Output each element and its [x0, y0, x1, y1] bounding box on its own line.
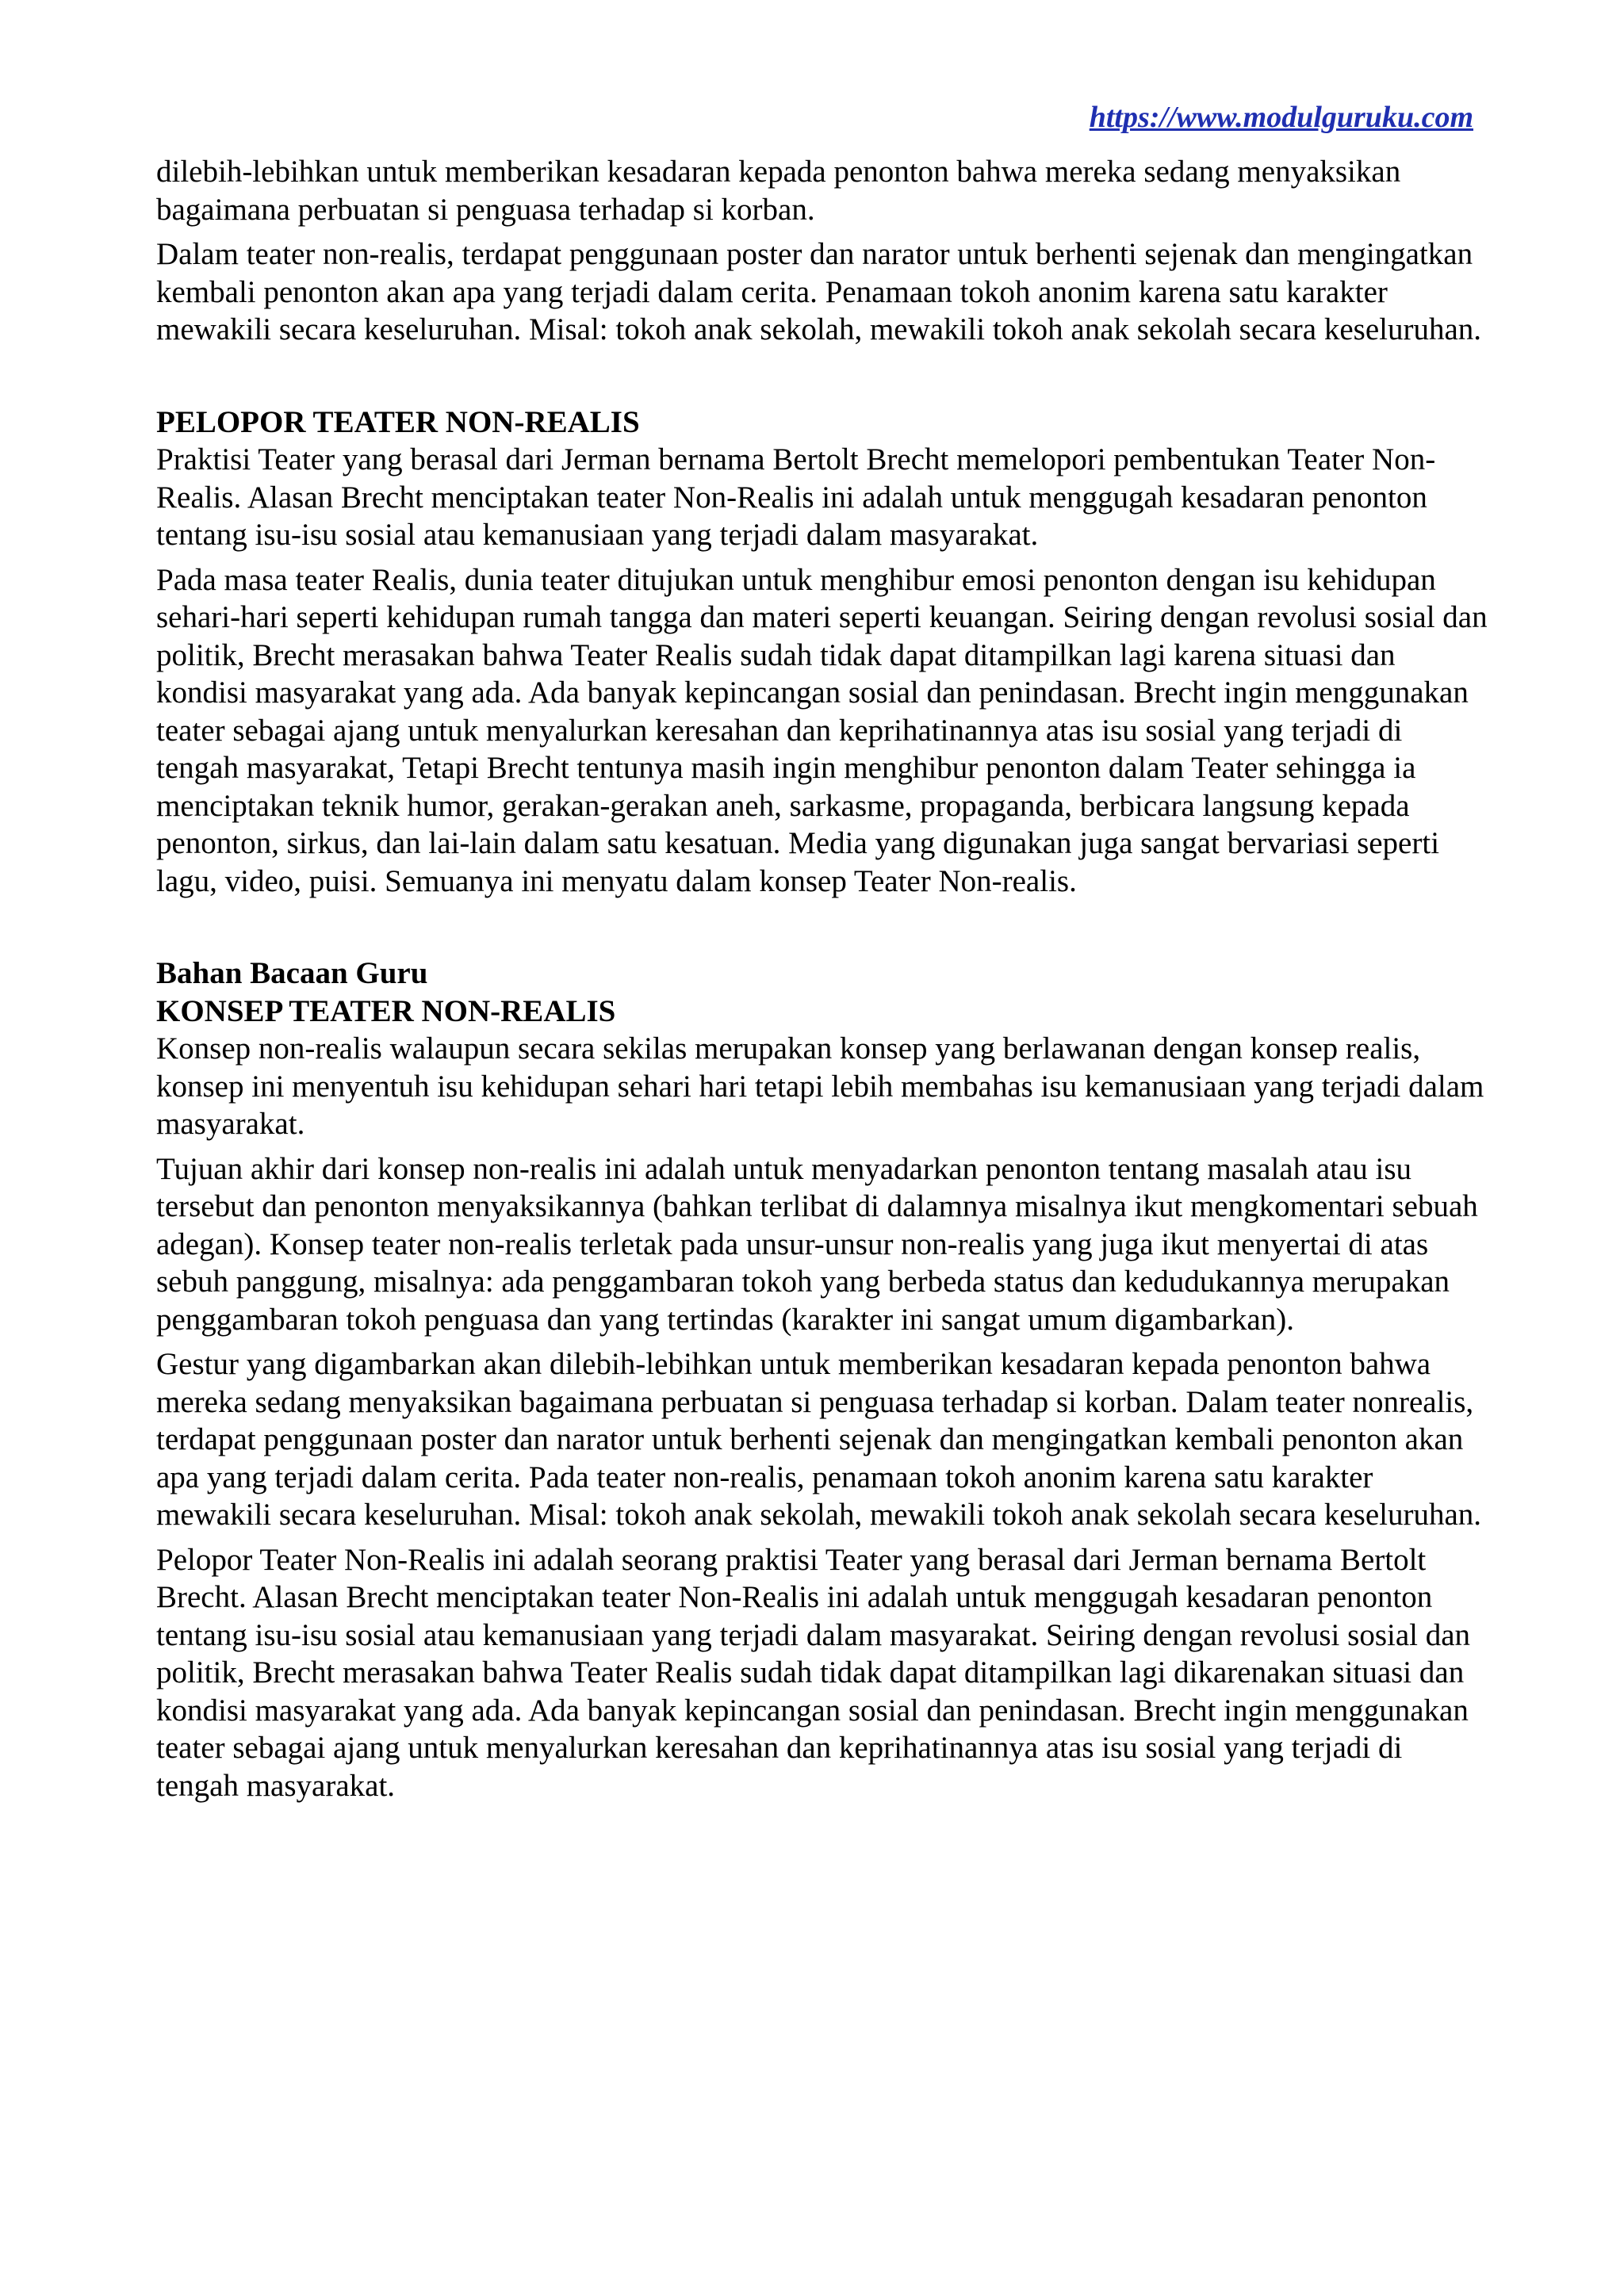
body-paragraph: Pelopor Teater Non-Realis ini adalah seorang praktisi Teater yang berasal dari Jerman bernama Bertolt Brecht. Alasan Brecht menciptakan teater Non-Realis ini adalah untuk menggugah kesadaran penonton tentang isu-isu sosial atau kemanusiaan yang terjadi dalam masyarakat. Seiring dengan revolusi sosial dan politik, Brecht merasakan bahwa Teater Realis sudah tidak dapat ditampilkan lagi dikarenakan situasi dan kondisi masyarakat yang ada. Ada banyak kepincangan sosial dan penindasan. Brecht ingin menggunakan teater sebagai ajang untuk menyalurkan keresahan dan keprihatinannya atas isu sosial yang terjadi di tengah masyarakat.	[156, 1542, 1471, 1803]
body-paragraph: Gestur yang digambarkan akan dilebih-lebihkan untuk memberikan kesadaran kepada penonton bahwa mereka sedang menyaksikan bagaimana perbuatan si penguasa terhadap si korban. Dalam teater nonrealis, terdapat penggunaan poster dan narator untuk berhenti sejenak dan mengingatkan kembali penonton akan apa yang terjadi dalam cerita. Pada teater non-realis, penamaan tokoh anonim karena satu karakter mewakili secara keseluruhan. Misal: tokoh anak sekolah, mewakili tokoh anak sekolah secara keseluruhan.	[156, 1347, 1482, 1532]
body-paragraph: dilebih-lebihkan untuk memberikan kesadaran kepada penonton bahwa mereka sedang menyaksikan bagaimana perbuatan si penguasa terhadap si korban.	[156, 155, 1401, 227]
section-spacer	[156, 356, 1488, 404]
body-paragraph: Praktisi Teater yang berasal dari Jerman bernama Bertolt Brecht memelopori pembentukan Teater Non-Realis. Alasan Brecht menciptakan teater Non-Realis ini adalah untuk menggugah kesadaran penonton tentang isu-isu sosial atau kemanusiaan yang terjadi dalam masyarakat.	[156, 442, 1436, 552]
body-paragraph: Dalam teater non-realis, terdapat penggunaan poster dan narator untuk berhenti sejenak dan mengingatkan kembali penonton akan apa yang terjadi dalam cerita. Penamaan tokoh anonim karena satu karakter mewakili secara keseluruhan. Misal: tokoh anak sekolah, mewakili tokoh anak sekolah secara keseluruhan.	[156, 237, 1482, 346]
body-paragraph: Konsep non-realis walaupun secara sekilas merupakan konsep yang berlawanan dengan konsep realis, konsep ini menyentuh isu kehidupan sehari hari tetapi lebih membahas isu kemanusiaan yang terjadi dalam masyarakat.	[156, 1031, 1484, 1141]
section-konsep	[156, 955, 1488, 1804]
section-pelopor	[156, 404, 1488, 901]
section-spacer	[156, 907, 1488, 955]
section-subheading: Bahan Bacaan Guru	[156, 956, 428, 990]
section-heading: KONSEP TEATER NON-REALIS	[156, 993, 616, 1028]
header-url-link[interactable]: https://www.modulguruku.com	[1089, 101, 1473, 134]
body-paragraph: Tujuan akhir dari konsep non-realis ini adalah untuk menyadarkan penonton tentang masalah atau isu tersebut dan penonton menyaksikannya (bahkan terlibat di dalamnya misalnya ikut mengkomentari sebuah adegan). Konsep teater non-realis terletak pada unsur-unsur non-realis yang juga ikut menyertai di atas sebuh panggung, misalnya: ada penggambaran tokoh yang berbeda status dan kedudukannya merupakan penggambaran tokoh penguasa dan yang tertindas (karakter ini sangat umum digambarkan).	[156, 1151, 1478, 1337]
section-continuation	[156, 153, 1488, 349]
document-body	[156, 153, 1488, 1812]
body-paragraph: Pada masa teater Realis, dunia teater ditujukan untuk menghibur emosi penonton dengan isu kehidupan sehari-hari seperti kehidupan rumah tangga dan materi seperti keuangan. Seiring dengan revolusi sosial dan politik, Brecht merasakan bahwa Teater Realis sudah tidak dapat ditampilkan lagi karena situasi dan kondisi masyarakat yang ada. Ada banyak kepincangan sosial dan penindasan. Brecht ingin menggunakan teater sebagai ajang untuk menyalurkan keresahan dan keprihatinannya atas isu sosial yang terjadi di tengah masyarakat, Tetapi Brecht tentunya masih ingin menghibur penonton dalam Teater sehingga ia menciptakan teknik humor, gerakan-gerakan aneh, sarkasme, propaganda, berbicara langsung kepada penonton, sirkus, dan lai-lain dalam satu kesatuan. Media yang digunakan juga sangat bervariasi seperti lagu, video, puisi. Semuanya ini menyatu dalam konsep Teater Non-realis.	[156, 562, 1488, 898]
section-heading: PELOPOR TEATER NON-REALIS	[156, 404, 640, 439]
